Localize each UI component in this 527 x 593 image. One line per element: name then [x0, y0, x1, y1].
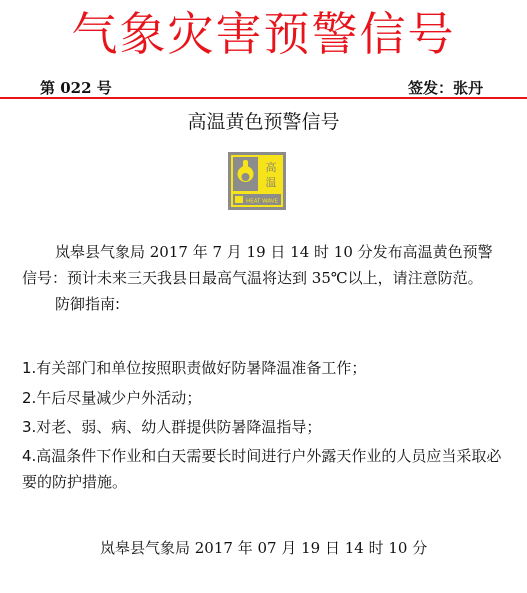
guidance-item-3: 3.对老、弱、病、幼人群提供防暑降温指导； — [22, 418, 322, 436]
icon-text-wen: 温 — [265, 176, 277, 189]
icon-text-heatwave: HEAT WAVE — [246, 198, 278, 205]
issue-number: 第 022 号 — [40, 79, 112, 97]
guidance-item-2: 2.午后尽量减少户外活动； — [22, 389, 202, 407]
footer-signature: 岚皋县气象局 2017 年 07 月 19 日 14 时 10 分 — [100, 539, 428, 557]
guidance-item-1: 1.有关部门和单位按照职责做好防暑降温准备工作； — [22, 359, 367, 377]
masthead-title: 气象灾害预警信号 — [71, 7, 456, 61]
heat-yellow-warning-icon — [228, 152, 286, 210]
warning-paragraph: 岚皋县气象局 2017 年 7 月 19 日 14 时 10 分发布高温黄色预警信号：预计未来三天我县日最高气温将达到 35℃以上，请注意防范。 — [22, 243, 493, 287]
guidance-item-4: 4.高温条件下作业和白天需要长时间进行户外露天作业的人员应当采取必要的防护措施。 — [22, 447, 502, 491]
document-title: 高温黄色预警信号 — [187, 111, 340, 133]
icon-text-gao: 高 — [265, 161, 277, 174]
issuer-signature: 签发：张丹 — [407, 79, 483, 97]
header-divider — [0, 97, 527, 99]
guidance-heading: 防御指南: — [55, 295, 121, 313]
